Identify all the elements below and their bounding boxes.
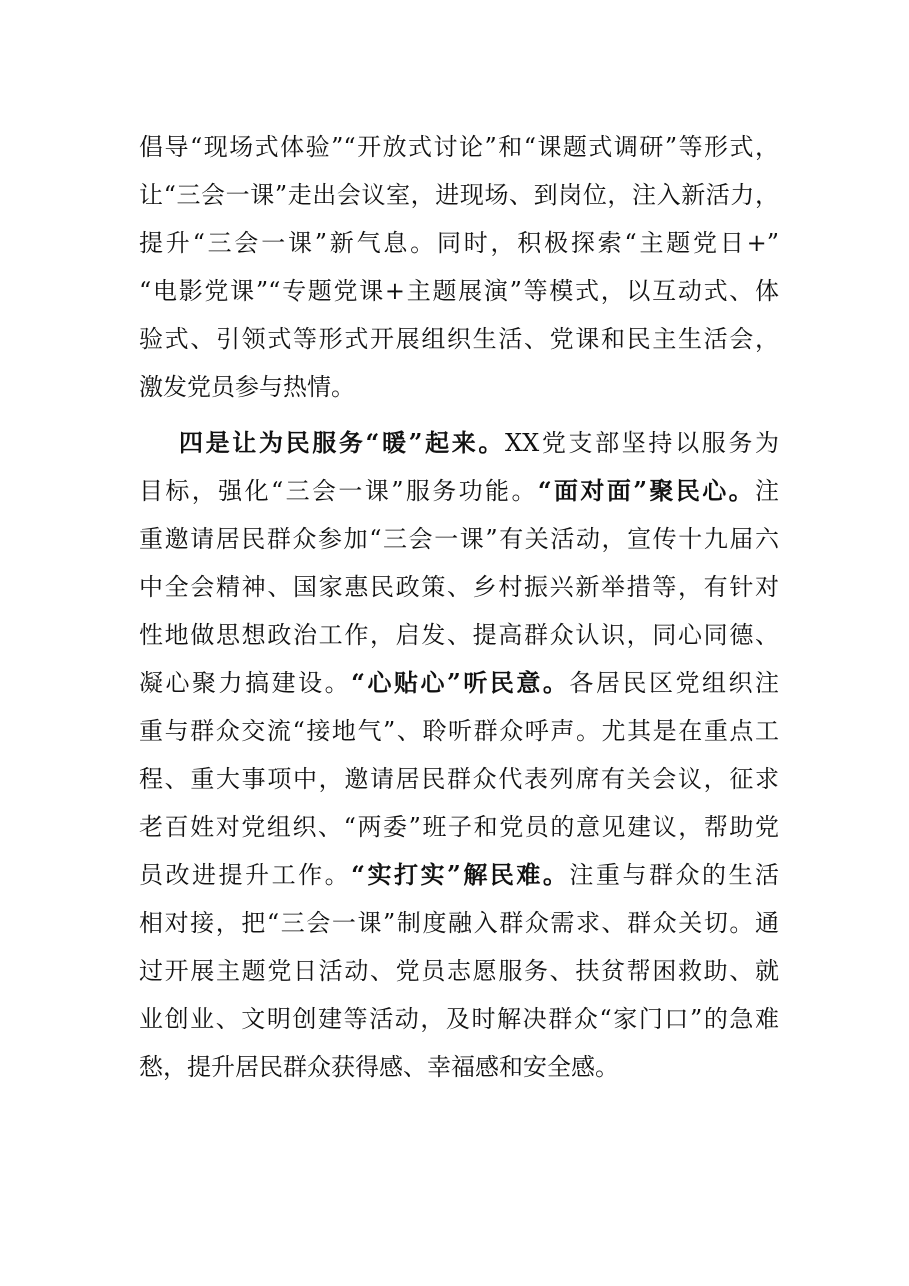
paragraph-2-line: 重与群众交流“接地气”、聆听群众呼声。尤其是在重点工 xyxy=(139,717,779,745)
paragraph-2-line: 业创业、文明创建等活动，及时解决群众“家门口”的急难 xyxy=(139,1005,779,1033)
paragraph-1-line: 提升“三会一课”新气息。同时，积极探索“主题党日+” xyxy=(139,229,779,257)
paragraph-2-text: 目标，强化“三会一课”服务功能。 xyxy=(139,477,538,505)
paragraph-1-line: 让“三会一课”走出会议室，进现场、到岗位，注入新活力， xyxy=(139,181,779,209)
paragraph-1-line: “电影党课”“专题党课+主题展演”等模式，以互动式、体 xyxy=(139,277,779,305)
paragraph-2-text: 各居民区党组织注 xyxy=(569,669,779,697)
paragraph-2-text: XX党支部坚持以服务为 xyxy=(505,429,779,457)
subheading-solid-work: “实打实”解民难。 xyxy=(351,860,570,889)
paragraph-2-text: 凝心聚力搞建设。 xyxy=(139,669,352,697)
paragraph-1-line: 激发党员参与热情。 xyxy=(139,373,355,401)
paragraph-2-line: 程、重大事项中，邀请居民群众代表列席有关会议，征求 xyxy=(139,765,779,793)
paragraph-1-line: 验式、引领式等形式开展组织生活、党课和民主生活会， xyxy=(139,325,779,353)
paragraph-2-text: 注 xyxy=(755,477,779,505)
subheading-heart-to-heart: “心贴心”听民意。 xyxy=(351,668,570,697)
subheading-face-to-face: “面对面”聚民心。 xyxy=(537,476,755,505)
paragraph-2-line xyxy=(139,668,779,698)
paragraph-2-line: 中全会精神、国家惠民政策、乡村振兴新举措等，有针对 xyxy=(139,573,779,601)
paragraph-2-line: 相对接，把“三会一课”制度融入群众需求、群众关切。通 xyxy=(139,909,779,937)
paragraph-2-text: 员改进提升工作。 xyxy=(139,861,352,889)
paragraph-2-text: 注重与群众的生活 xyxy=(569,861,779,889)
paragraph-2-line: 过开展主题党日活动、党员志愿服务、扶贫帮困救助、就 xyxy=(139,957,779,985)
paragraph-2-line: 重邀请居民群众参加“三会一课”有关活动，宣传十九届六 xyxy=(139,525,779,553)
paragraph-2-line xyxy=(139,860,779,890)
paragraph-2-line: 性地做思想政治工作，启发、提高群众认识，同心同德、 xyxy=(139,621,779,649)
paragraph-2-line xyxy=(139,476,779,506)
paragraph-2-line xyxy=(179,428,779,458)
section-heading: 四是让为民服务“暖”起来。 xyxy=(179,428,506,457)
paragraph-2-line: 愁，提升居民群众获得感、幸福感和安全感。 xyxy=(139,1053,619,1081)
paragraph-1-line: 倡导“现场式体验”“开放式讨论”和“课题式调研”等形式， xyxy=(139,133,779,161)
paragraph-2-line: 老百姓对党组织、“两委”班子和党员的意见建议，帮助党 xyxy=(139,813,779,841)
